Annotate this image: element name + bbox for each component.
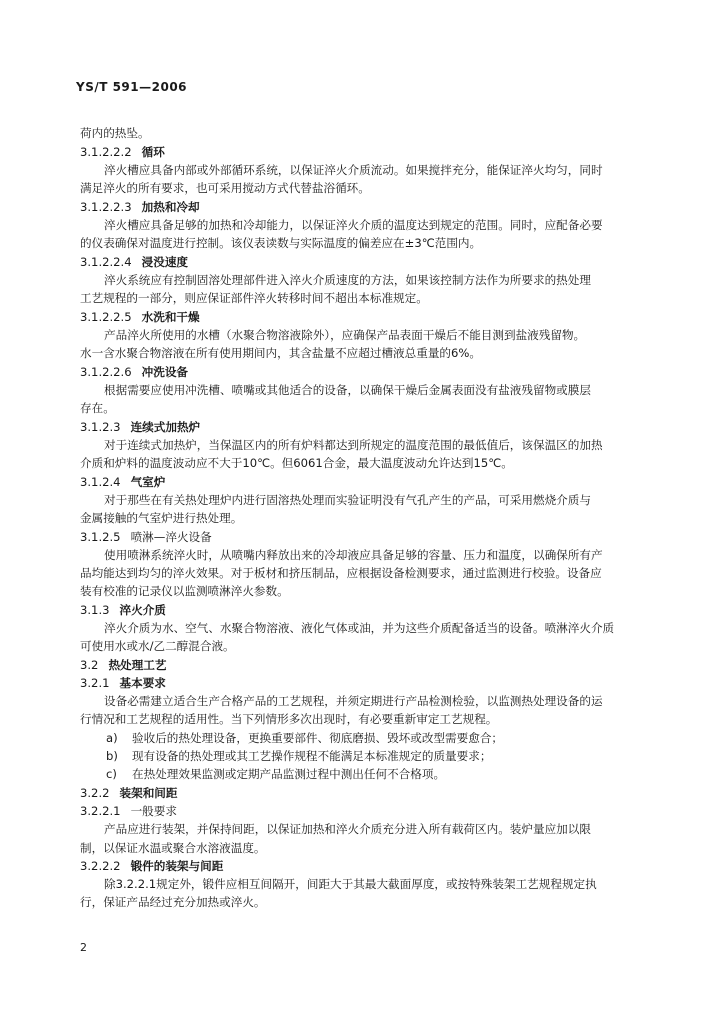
- section-heading: [80, 200, 200, 214]
- paragraph-line: 对于那些在有关热处理炉内进行固溶热处理而实验证明没有气孔产生的产品，可采用燃烧介质与: [104, 493, 591, 507]
- paragraph-line: 的仪表确保对温度进行控制。该仪表读数与实际温度的偏差应在±3℃范围内。: [80, 236, 482, 250]
- section-number: 3.1.2.4: [80, 475, 121, 489]
- section-title: 基本要求: [119, 676, 166, 690]
- paragraph-line: 水一含水聚合物溶液在所有使用期间内，其含盐量不应超过槽液总重量的6%。: [80, 346, 481, 360]
- paragraph-line: 行，保证产品经过充分加热或淬火。: [80, 895, 266, 909]
- paragraph-line: 金属接触的气室炉进行热处理。: [80, 511, 243, 525]
- section-title: 浸没速度: [141, 255, 189, 269]
- section-heading: [80, 365, 188, 379]
- paragraph-line: 设备必需建立适合生产合格产品的工艺规程，并须定期进行产品检测检验，以监测热处理设备的运: [104, 694, 603, 708]
- paragraph-line: 荷内的热坠。: [80, 126, 150, 140]
- paragraph-line: 淬火槽应具备内部或外部循环系统，以保证淬火介质流动。如果搅拌充分，能保证淬火均匀，同时: [104, 163, 603, 177]
- paragraph-line: 淬火介质为水、空气、水聚合物溶液、液化气体或油，并为这些介质配备适当的设备。喷淋淬火介质: [104, 621, 615, 635]
- paragraph-line: 介质和炉料的温度波动应不大于10℃。但6061合金，最大温度波动允许达到15℃。: [80, 456, 513, 470]
- section-title: 喷淋—淬火设备: [130, 530, 212, 544]
- section-heading: [80, 658, 166, 672]
- section-heading: [80, 255, 188, 269]
- section-number: 3.2: [80, 658, 99, 672]
- section-title: 循环: [141, 145, 165, 159]
- section-heading: [80, 676, 166, 690]
- paragraph-line: 产品淬火所使用的水槽（水聚合物溶液除外），应确保产品表面干燥后不能目测到盐液残留物。: [104, 328, 586, 342]
- section-title: 热处理工艺: [108, 658, 167, 672]
- section-heading: [80, 310, 200, 324]
- paragraph-line: 存在。: [80, 401, 115, 415]
- list-item: [106, 767, 445, 781]
- section-heading: [80, 786, 177, 800]
- paragraph-line: 使用喷淋系统淬火时，从喷嘴内释放出来的冷却液应具备足够的容量、压力和温度，以确保所有产: [104, 548, 603, 562]
- paragraph-line: 产品应进行装架，并保持间距，以保证加热和淬火介质充分进入所有载荷区内。装炉量应加以限: [104, 822, 591, 836]
- paragraph-line: 除3.2.2.1规定外，锻件应相互间隔开，间距大于其最大截面厚度，或按特殊装架工艺规程规定执: [104, 877, 597, 891]
- section-number: 3.2.2: [80, 786, 110, 800]
- paragraph-line: 工艺规程的一部分，则应保证部件淬火转移时间不超出本标准规定。: [80, 291, 428, 305]
- section-title: 气室炉: [130, 475, 166, 489]
- section-number: 3.1.2.2.5: [80, 310, 132, 324]
- page-number: 2: [80, 941, 87, 954]
- list-item-text: 现有设备的热处理或其工艺操作规程不能满足本标准规定的质量要求；: [132, 749, 492, 763]
- paragraph-line: 根据需要应使用冲洗槽、喷嘴或其他适合的设备，以确保干燥后金属表面没有盐液残留物或膜层: [104, 383, 591, 397]
- paragraph-line: 行情况和工艺规程的适用性。当下列情形多次出现时，有必要重新审定工艺规程。: [80, 712, 498, 726]
- list-marker: c): [106, 767, 117, 781]
- section-number: 3.1.2.2.3: [80, 200, 132, 214]
- section-number: 3.1.2.2.4: [80, 255, 132, 269]
- section-title: 连续式加热炉: [130, 420, 201, 434]
- paragraph-line: 满足淬火的所有要求，也可采用搅动方式代替盐浴循环。: [80, 181, 370, 195]
- paragraph-line: 对于连续式加热炉，当保温区内的所有炉料都达到所规定的温度范围的最低值后，该保温区的加热: [104, 438, 603, 452]
- section-heading: [80, 603, 166, 617]
- section-number: 3.2.1: [80, 676, 110, 690]
- paragraph-line: 淬火槽应具备足够的加热和冷却能力，以保证淬火介质的温度达到规定的范围。同时，应配备必要: [104, 218, 603, 232]
- section-heading: [80, 859, 223, 873]
- section-number: 3.2.2.1: [80, 804, 121, 818]
- paragraph-line: 品均能达到均匀的淬火效果。对于板材和挤压制品，应根据设备检测要求，通过监测进行校验。设备应: [80, 566, 602, 580]
- list-marker: a): [106, 731, 118, 745]
- section-title: 水洗和干燥: [141, 310, 200, 324]
- list-marker: b): [106, 749, 118, 763]
- paragraph-line: 制，以保证水温或聚合水溶液温度。: [80, 841, 266, 855]
- section-heading: [80, 420, 200, 434]
- section-number: 3.1.2.5: [80, 530, 121, 544]
- paragraph-line: 可使用水或水/乙二醇混合液。: [80, 639, 235, 653]
- section-title: 锻件的装架与间距: [130, 859, 224, 873]
- paragraph-line: 装有校准的记录仪以监测喷淋淬火参数。: [80, 584, 289, 598]
- section-number: 3.1.3: [80, 603, 110, 617]
- section-number: 3.1.2.3: [80, 420, 121, 434]
- section-number: 3.2.2.2: [80, 859, 121, 873]
- section-title: 加热和冷却: [141, 200, 200, 214]
- section-heading: [80, 475, 165, 489]
- section-title: 装架和间距: [119, 786, 178, 800]
- section-title: 淬火介质: [119, 603, 166, 617]
- section-heading: [80, 530, 212, 544]
- list-item: [106, 749, 491, 763]
- paragraph-line: 淬火系统应有控制固溶处理部件进入淬火介质速度的方法，如果该控制方法作为所要求的热处理: [104, 273, 591, 287]
- list-item-text: 在热处理效果监测或定期产品监测过程中测出任何不合格项。: [132, 767, 446, 781]
- list-item: [106, 731, 503, 745]
- section-title: 一般要求: [130, 804, 177, 818]
- section-title: 冲洗设备: [141, 365, 189, 379]
- list-item-text: 验收后的热处理设备，更换重要部件、彻底磨损、毁坏或改型需要愈合；: [132, 731, 504, 745]
- standard-code-header: YS/T 591—2006: [76, 80, 188, 94]
- section-heading: [80, 145, 165, 159]
- section-heading: [80, 804, 177, 818]
- section-number: 3.1.2.2.2: [80, 145, 132, 159]
- section-number: 3.1.2.2.6: [80, 365, 132, 379]
